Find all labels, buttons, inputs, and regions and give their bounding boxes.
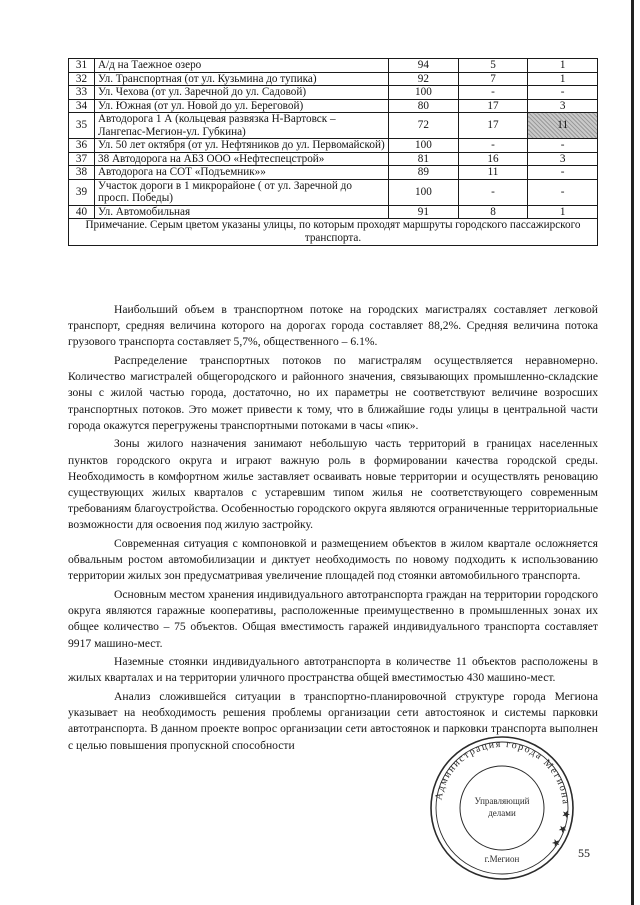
row-number: 34 [69,99,95,113]
table-row [69,86,598,100]
value-cell-2: - [458,179,528,205]
road-name: Ул. Транспортная (от ул. Кузьмина до тупика) [94,72,388,86]
value-cell-1: 100 [389,139,459,153]
scan-edge [631,0,634,905]
value-cell-2: - [458,139,528,153]
value-cell-2: 5 [458,59,528,73]
value-cell-3: - [528,179,598,205]
value-cell-2: 7 [458,72,528,86]
table-row [69,179,598,205]
row-number: 37 [69,152,95,166]
table-row [69,72,598,86]
row-number: 38 [69,166,95,180]
value-cell-3: - [528,166,598,180]
official-seal [428,734,576,882]
svg-text:делами: делами [488,808,516,818]
value-cell-1: 89 [389,166,459,180]
value-cell-3: - [528,139,598,153]
paragraph: Распределение транспортных потоков по магистралям осуществляется неравномерно. Количество магистралей общегородского и районного значения, связывающих промышленно-складские зоны с жилой частью города, достаточно, но их параметры не соответствуют величине возросших транспортных потоков. Это может привести к тому, что в ближайшие годы улицы в центральной части города окажутся перегружены транспортными потоками в часы «пик». [68,354,598,432]
value-cell-1: 100 [389,86,459,100]
value-cell-2: 11 [458,166,528,180]
value-cell-3: 1 [528,72,598,86]
row-number: 32 [69,72,95,86]
value-cell-1: 100 [389,179,459,205]
paragraph: Наибольший объем в транспортном потоке на городских магистралях составляет легковой транспорт, средняя величина которого на дорогах города составляет 88,2%. Средняя величина потока грузового транспорта составляет 5,7%, общественного – 6.1%. [68,303,598,349]
row-number: 33 [69,86,95,100]
value-cell-2: 17 [458,99,528,113]
row-number: 40 [69,205,95,219]
value-cell-2: 16 [458,152,528,166]
road-name: Автодорога на СОТ «Подъемник»» [94,166,388,180]
paragraph: Основным местом хранения индивидуального автотранспорта граждан на территории городского округа являются гаражные кооперативы, расположенные преимущественно в промышленных зонах их общее количество – 75 объектов. Общая вместимость гаражей индивидуального транспорта составляет 9917 машино-мест. [68,588,598,650]
value-cell-1: 91 [389,205,459,219]
value-cell-1: 72 [389,113,459,139]
value-cell-3: - [528,86,598,100]
value-cell-3: 11 [528,113,598,139]
value-cell-1: 92 [389,72,459,86]
table-row [69,59,598,73]
table-row [69,139,598,153]
value-cell-3: 1 [528,205,598,219]
svg-text:Администрация города Мегиона ★: Администрация города Мегиона ★ ★ ★ [433,738,572,851]
paragraph: Наземные стоянки индивидуального автотранспорта в количестве 11 объектов расположены в жилых кварталах и на территории уличного пространства общей вместимостью 430 машино-мест. [68,655,598,685]
value-cell-2: - [458,86,528,100]
road-name: Ул. Чехова (от ул. Заречной до ул. Садовой) [94,86,388,100]
svg-text:Управляющий: Управляющий [474,796,530,806]
paragraph: Зоны жилого назначения занимают небольшую часть территорий в границах населенных пунктов городского округа и играют важную роль в формировании качества городской среды. Необходимость в комфортном жилье заставляет осваивать новые территории и осуществлять реновацию существующих жилых кварталов с устаревшим типом жилья не соответствующего современным требованиям благоустройства. Особенностью городского округа являются ограниченные территориальные возможности для освоения под жилую застройку. [68,437,598,532]
row-number: 35 [69,113,95,139]
page-number: 55 [578,846,590,860]
value-cell-3: 3 [528,152,598,166]
road-name: Ул. Южная (от ул. Новой до ул. Береговой) [94,99,388,113]
table-row [69,205,598,219]
value-cell-3: 3 [528,99,598,113]
road-name: 38 Автодорога на АБЗ ООО «Нефтеспецстрой» [94,152,388,166]
road-name: А/д на Таежное озеро [94,59,388,73]
value-cell-1: 94 [389,59,459,73]
value-cell-1: 80 [389,99,459,113]
road-name: Ул. 50 лет октября (от ул. Нефтяников до ул. Первомайской) [94,139,388,153]
paragraph: Современная ситуация с компоновкой и размещением объектов в жилом квартале осложняется обвальным ростом автомобилизации и диктует необходимость по новому подходить к использованию территории жилых зон предусматривая увеличение площадей под стоянки автомобильного транспорта. [68,536,598,583]
table-row [69,113,598,139]
paragraph: Анализ сложившейся ситуации в транспортно-планировочной структуре города Мегиона указывает на необходимость решения проблемы организации сети автостоянок и системы парковки автотранспорта. В данном проекте вопрос организации сети автостоянок и парковки транспорта выполнен с целью повышения пропускной способности [68,690,598,752]
row-number: 31 [69,59,95,73]
svg-text:г.Мегион: г.Мегион [484,854,520,864]
row-number: 39 [69,179,95,205]
roads-table-body [69,59,598,219]
table-row [69,166,598,180]
roads-table [68,58,598,246]
table-row [69,99,598,113]
value-cell-3: 1 [528,59,598,73]
table-note: Примечание. Серым цветом указаны улицы, по которым проходят маршруты городского пассажирского транспорта. [69,219,598,246]
road-name: Ул. Автомобильная [94,205,388,219]
row-number: 36 [69,139,95,153]
table-row [69,152,598,166]
value-cell-1: 81 [389,152,459,166]
note-row [69,219,598,246]
road-name: Участок дороги в 1 микрорайоне ( от ул. Заречной до просп. Победы) [94,179,388,205]
value-cell-2: 8 [458,205,528,219]
road-name: Автодорога 1 А (кольцевая развязка Н-Вартовск – Лангепас-Мегион-ул. Губкина) [94,113,388,139]
value-cell-2: 17 [458,113,528,139]
body-text [68,302,598,756]
